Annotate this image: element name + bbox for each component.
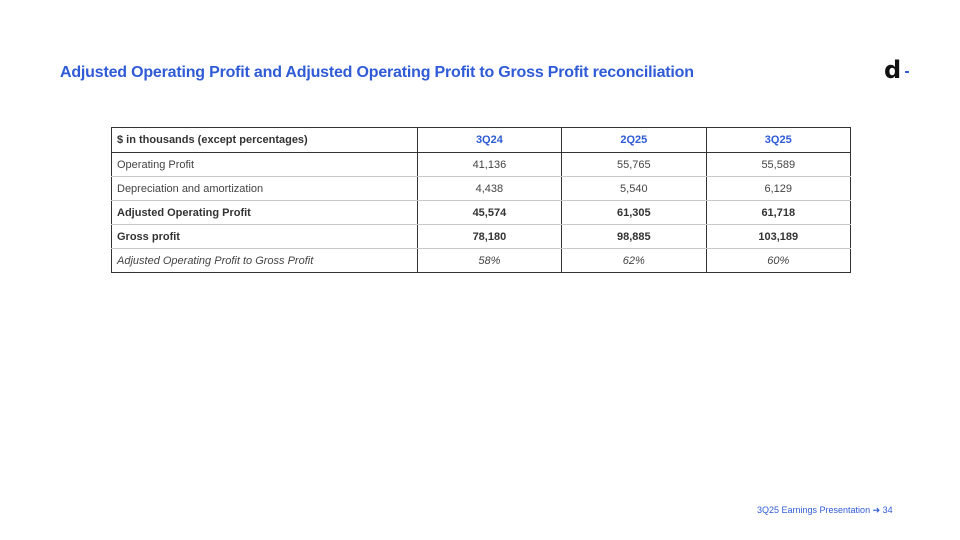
header-cell-label: $ in thousands (except percentages) bbox=[112, 128, 418, 153]
row-value: 62% bbox=[562, 249, 706, 273]
table-header-row bbox=[112, 128, 851, 153]
row-value: 60% bbox=[706, 249, 850, 273]
row-value: 61,305 bbox=[562, 201, 706, 225]
table-row-adjusted-operating-profit bbox=[112, 201, 851, 225]
table-row-depreciation bbox=[112, 177, 851, 201]
header-cell-3q25: 3Q25 bbox=[706, 128, 850, 153]
row-value: 55,765 bbox=[562, 153, 706, 177]
row-label: Adjusted Operating Profit bbox=[112, 201, 418, 225]
brand-logo bbox=[884, 56, 901, 84]
row-value: 5,540 bbox=[562, 177, 706, 201]
row-value: 78,180 bbox=[417, 225, 561, 249]
row-value: 61,718 bbox=[706, 201, 850, 225]
logo-dot-icon bbox=[905, 71, 909, 73]
page-footer: 3Q25 Earnings Presentation ➜ 34 bbox=[757, 505, 893, 515]
reconciliation-table bbox=[111, 127, 851, 273]
row-value: 98,885 bbox=[562, 225, 706, 249]
row-label: Adjusted Operating Profit to Gross Profit bbox=[112, 249, 418, 273]
table-row-operating-profit bbox=[112, 153, 851, 177]
row-label: Depreciation and amortization bbox=[112, 177, 418, 201]
page-title: Adjusted Operating Profit and Adjusted Operating Profit to Gross Profit reconciliation bbox=[60, 64, 694, 81]
logo-letter: d bbox=[884, 56, 902, 84]
header-cell-3q24: 3Q24 bbox=[417, 128, 561, 153]
row-label: Gross profit bbox=[112, 225, 418, 249]
row-value: 4,438 bbox=[417, 177, 561, 201]
table-row-gross-profit bbox=[112, 225, 851, 249]
table-row-ratio bbox=[112, 249, 851, 273]
header-cell-2q25: 2Q25 bbox=[562, 128, 706, 153]
row-value: 45,574 bbox=[417, 201, 561, 225]
row-value: 103,189 bbox=[706, 225, 850, 249]
row-label: Operating Profit bbox=[112, 153, 418, 177]
row-value: 6,129 bbox=[706, 177, 850, 201]
row-value: 55,589 bbox=[706, 153, 850, 177]
row-value: 41,136 bbox=[417, 153, 561, 177]
row-value: 58% bbox=[417, 249, 561, 273]
